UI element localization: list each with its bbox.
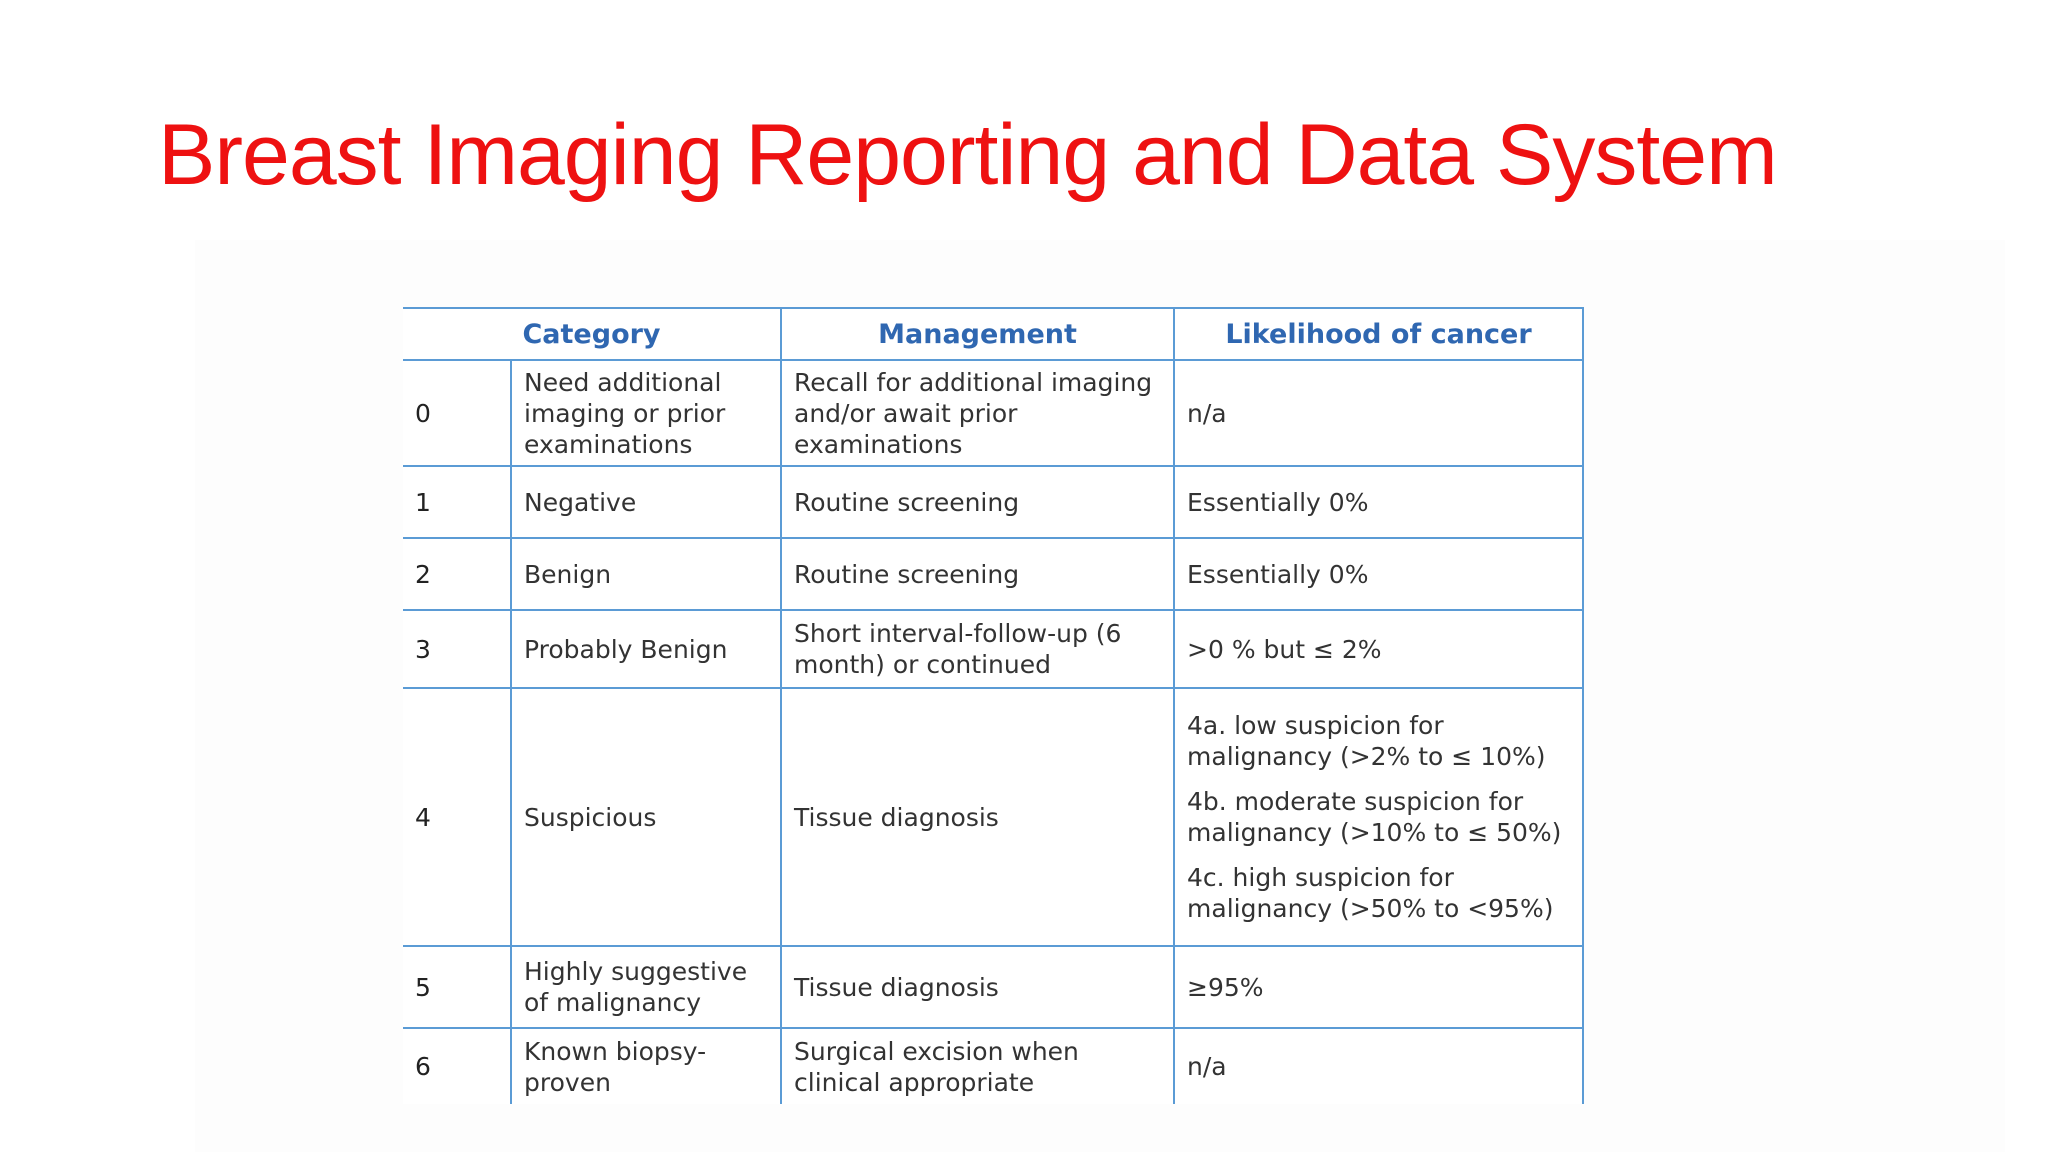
- category-number: 1: [403, 466, 511, 538]
- likelihood-text-4b: 4b. moderate suspicion for malignancy (>10% to ≤ 50%): [1187, 787, 1562, 847]
- likelihood-cell: [1174, 946, 1583, 1028]
- likelihood-text: Essentially 0%: [1187, 487, 1369, 517]
- category-label: Highly suggestive of malignancy: [511, 946, 781, 1028]
- likelihood-cell: [1174, 538, 1583, 610]
- category-label: Benign: [511, 538, 781, 610]
- management-cell: Short interval-follow-up (6 month) or continued: [781, 610, 1174, 688]
- management-cell: Tissue diagnosis: [781, 946, 1174, 1028]
- management-cell: Tissue diagnosis: [781, 688, 1174, 946]
- slide-title: Breast Imaging Reporting and Data System: [158, 107, 1777, 203]
- header-likelihood: Likelihood of cancer: [1174, 308, 1583, 360]
- table-header-row: [403, 308, 1583, 360]
- likelihood-text: Essentially 0%: [1187, 559, 1369, 589]
- management-cell: Surgical excision when clinical appropriate: [781, 1028, 1174, 1104]
- table-row: [403, 688, 1583, 946]
- category-number: 2: [403, 538, 511, 610]
- header-category: Category: [403, 308, 781, 360]
- table-row: [403, 466, 1583, 538]
- likelihood-cell: [1174, 610, 1583, 688]
- table-row: [403, 610, 1583, 688]
- likelihood-cell: [1174, 688, 1583, 946]
- likelihood-text: ≥95%: [1187, 972, 1264, 1002]
- table-row: [403, 538, 1583, 610]
- likelihood-cell: [1174, 1028, 1583, 1104]
- likelihood-cell: [1174, 466, 1583, 538]
- likelihood-text-4c: 4c. high suspicion for malignancy (>50% to <95%): [1187, 863, 1554, 923]
- category-number: 4: [403, 688, 511, 946]
- category-label: Probably Benign: [511, 610, 781, 688]
- likelihood-text: >0 % but ≤ 2%: [1187, 634, 1382, 664]
- category-number: 3: [403, 610, 511, 688]
- table-row: [403, 1028, 1583, 1104]
- category-number: 0: [403, 360, 511, 466]
- likelihood-text: n/a: [1187, 398, 1227, 428]
- category-label: Negative: [511, 466, 781, 538]
- table-row: [403, 946, 1583, 1028]
- management-cell: Routine screening: [781, 538, 1174, 610]
- management-cell: Recall for additional imaging and/or await prior examinations: [781, 360, 1174, 466]
- likelihood-text-4a: 4a. low suspicion for malignancy (>2% to ≤ 10%): [1187, 711, 1546, 771]
- likelihood-text: n/a: [1187, 1052, 1227, 1081]
- category-label: Suspicious: [511, 688, 781, 946]
- management-cell: Routine screening: [781, 466, 1174, 538]
- category-label: Known biopsy-proven: [511, 1028, 781, 1104]
- category-number: 5: [403, 946, 511, 1028]
- likelihood-cell: [1174, 360, 1583, 466]
- table-row: [403, 360, 1583, 466]
- category-label: Need additional imaging or prior examinations: [511, 360, 781, 466]
- birads-table: [403, 307, 1584, 1104]
- category-number: 6: [403, 1028, 511, 1104]
- header-management: Management: [781, 308, 1174, 360]
